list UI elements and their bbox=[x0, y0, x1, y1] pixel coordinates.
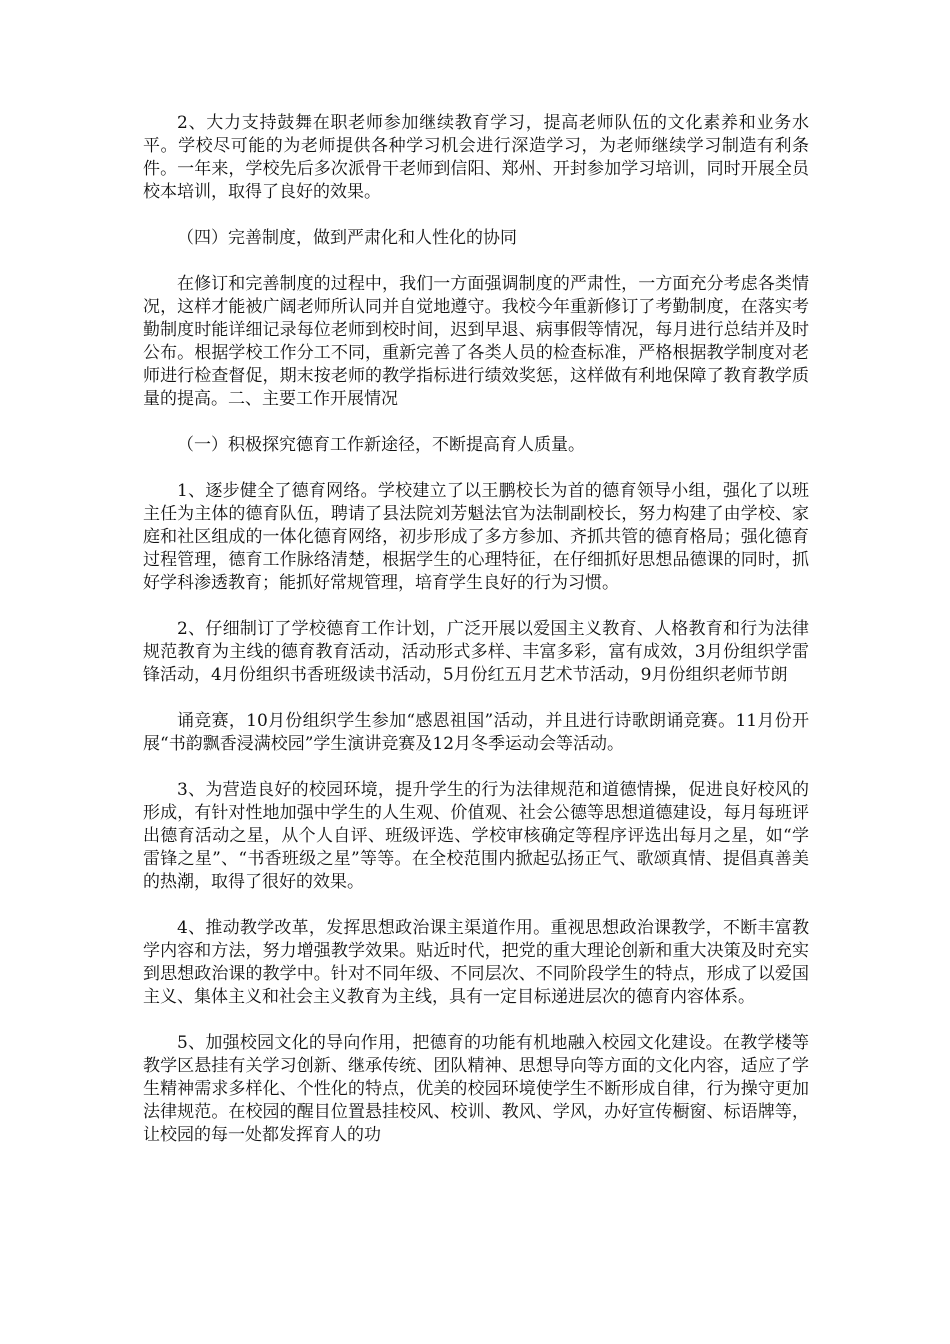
document-body bbox=[143, 112, 809, 1170]
paragraph-campus-environment: 3、为营造良好的校园环境，提升学生的行为法律规范和道德情操，促进良好校风的形成，有针对性地加强中学生的人生观、价值观、社会公德等思想道德建设，每月每班评出德育活动之星，从个人自评、班级评选、学校审核确定等程序评选出每月之星，如“学雷锋之星”、“书香班级之星”等等。在全校范围内掀起弘扬正气、歌颂真情、提倡真善美的热潮，取得了很好的效果。 bbox=[143, 780, 809, 892]
paragraph-moral-plan-continued: 诵竞赛，10月份组织学生参加“感恩祖国”活动，并且进行诗歌朗诵竞赛。11月份开展“书韵飘香浸满校园”学生演讲竞赛及12月冬季运动会等活动。 bbox=[143, 711, 809, 754]
paragraph-moral-plan: 2、仔细制订了学校德育工作计划，广泛开展以爱国主义教育、人格教育和行为法律规范教育为主线的德育教育活动，活动形式多样、丰富多彩，富有成效，3月份组织学雷锋活动，4月份组织书香班级读书活动，5月份红五月艺术节活动，9月份组织老师节朗 bbox=[143, 619, 809, 685]
section-heading-moral-education: （一）积极探究德育工作新途径，不断提高育人质量。 bbox=[177, 435, 585, 455]
paragraph-system-revision: 在修订和完善制度的过程中，我们一方面强调制度的严肃性，一方面充分考虑各类情况，这样才能被广阔老师所认同并自觉地遵守。我校今年重新修订了考勤制度，在落实考勤制度时能详细记录每位老师到校时间，迟到早退、病事假等情况，每月进行总结并及时公布。根据学校工作分工不同，重新完善了各类人员的检查标准，严格根据教学制度对老师进行检查督促，期末按老师的教学指标进行绩效奖惩，这样做有利地保障了教育教学质量的提高。二、主要工作开展情况 bbox=[143, 274, 809, 409]
section-heading-system: （四）完善制度，做到严肃化和人性化的协同 bbox=[177, 228, 517, 248]
paragraph-moral-network: 1、逐步健全了德育网络。学校建立了以王鹏校长为首的德育领导小组，强化了以班主任为主体的德育队伍，聘请了县法院刘芳魁法官为法制副校长，努力构建了由学校、家庭和社区组成的一体化德育网络，初步形成了多方参加、齐抓共管的德育格局；强化德育过程管理，德育工作脉络清楚，根据学生的心理特征，在仔细抓好思想品德课的同时，抓好学科渗透教育；能抓好常规管理，培育学生良好的行为习惯。 bbox=[143, 481, 809, 593]
paragraph-teaching-reform: 4、推动教学改革，发挥思想政治课主渠道作用。重视思想政治课教学，不断丰富教学内容和方法，努力增强教学效果。贴近时代，把党的重大理论创新和重大决策及时充实到思想政治课的教学中。针对不同年级、不同层次、不同阶段学生的特点，形成了以爱国主义、集体主义和社会主义教育为主线，具有一定目标递进层次的德育内容体系。 bbox=[143, 918, 809, 1007]
paragraph-campus-culture: 5、加强校园文化的导向作用，把德育的功能有机地融入校园文化建设。在教学楼等教学区悬挂有关学习创新、继承传统、团队精神、思想导向等方面的文化内容，适应了学生精神需求多样化、个性化的特点，优美的校园环境使学生不断形成自律，行为操守更加法律规范。在校园的醒目位置悬挂校风、校训、教风、学风，办好宣传橱窗、标语牌等，让校园的每一处都发挥育人的功 bbox=[143, 1033, 809, 1145]
paragraph-teacher-training: 2、大力支持鼓舞在职老师参加继续教育学习，提高老师队伍的文化素养和业务水平。学校尽可能的为老师提供各种学习机会进行深造学习，为老师继续学习制造有利条件。一年来，学校先后多次派骨干老师到信阳、郑州、开封参加学习培训，同时开展全员校本培训，取得了良好的效果。 bbox=[143, 113, 809, 202]
